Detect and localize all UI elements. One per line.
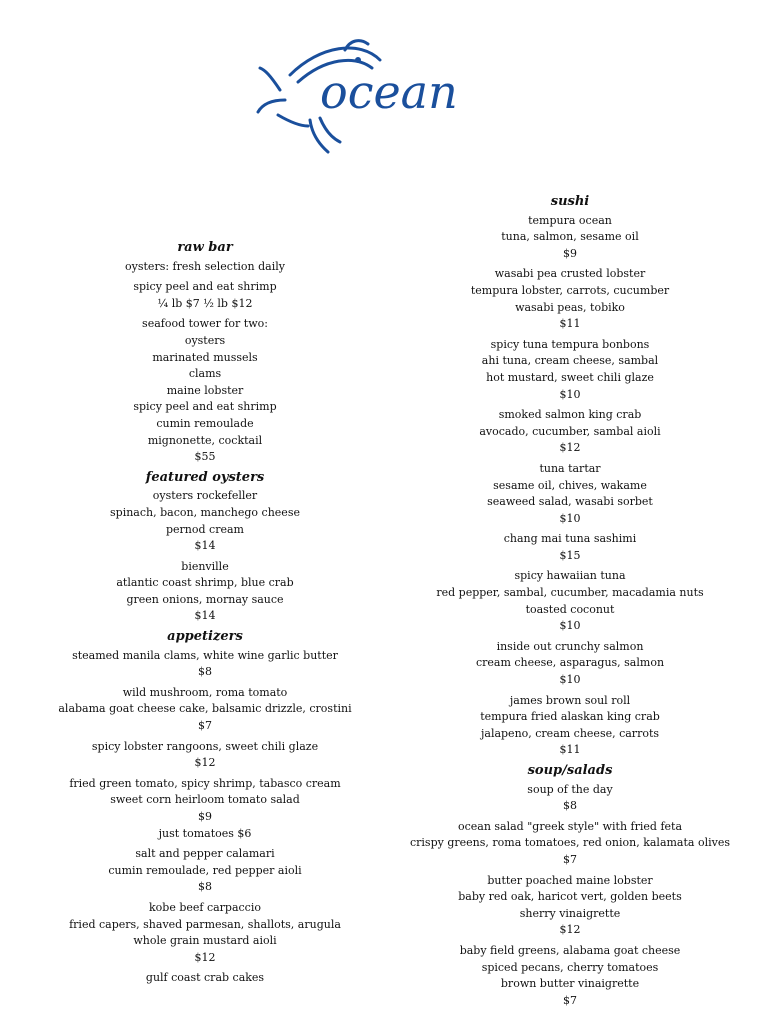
menu-section (400, 763, 740, 1009)
menu-item-text: wasabi peas, tobiko (515, 300, 625, 314)
section-heading: raw bar (177, 240, 233, 255)
section-heading: appetizers (167, 629, 243, 645)
menu-item-price: $15 (559, 548, 581, 562)
menu-item-price: $14 (194, 609, 216, 623)
menu-item-text: seafood tower for two: (142, 317, 268, 331)
menu-item-text: james brown soul roll (509, 693, 631, 707)
menu-item-text: spicy peel and eat shrimp (133, 280, 277, 294)
menu-item-price: $12 (194, 950, 216, 964)
menu-item-text: fried green tomato, spicy shrimp, tabasco cream (69, 776, 341, 790)
menu-item (40, 279, 370, 312)
menu-item-text: cumin remoulade (156, 416, 254, 430)
menu-item-text: brown butter vinaigrette (500, 977, 640, 991)
menu-item (400, 819, 740, 869)
menu-item-text: toasted coconut (525, 602, 615, 616)
menu-item-text: maine lobster (166, 383, 244, 397)
menu-item (400, 407, 740, 457)
menu-item-text: wild mushroom, roma tomato (122, 685, 288, 699)
menu-item (40, 488, 370, 554)
menu-item (40, 259, 370, 276)
menu-item-price: $12 (559, 441, 581, 455)
section-heading: soup/salads (527, 763, 613, 778)
menu-item (400, 782, 740, 815)
menu-item-text: bienville (181, 559, 229, 573)
menu-item-price: $11 (559, 743, 581, 757)
menu-item-text: green onions, mornay sauce (126, 592, 284, 606)
menu-item (400, 873, 740, 939)
menu-item-text: hot mustard, sweet chili glaze (486, 370, 654, 384)
section-heading: sushi (550, 194, 590, 209)
menu-item-price: $14 (194, 539, 216, 553)
menu-item-text: spiced pecans, cherry tomatoes (481, 960, 659, 974)
menu-item (400, 266, 740, 332)
menu-item-text: soup of the day (527, 782, 613, 796)
menu-item-text: spicy peel and eat shrimp (133, 400, 277, 414)
menu-item (400, 568, 740, 634)
menu-item-text: steamed manila clams, white wine garlic butter (72, 648, 338, 662)
menu-item-text: red pepper, sambal, cucumber, macadamia nuts (436, 586, 704, 600)
menu-item (40, 970, 370, 987)
menu-item-text: avocado, cucumber, sambal aioli (479, 424, 661, 438)
menu-item-price: $12 (194, 756, 216, 770)
menu-section (40, 629, 370, 987)
menu-item-text: sherry vinaigrette (519, 906, 621, 920)
menu-item-price: $10 (559, 673, 581, 687)
menu-item (40, 559, 370, 625)
menu-item (40, 846, 370, 896)
menu-item-text: tempura lobster, carrots, cucumber (470, 283, 670, 297)
menu-item (40, 739, 370, 772)
menu-item-text: just tomatoes $6 (158, 826, 252, 840)
menu-item-text: tempura fried alaskan king crab (480, 710, 660, 724)
menu-item (40, 685, 370, 735)
menu-item-price: $12 (559, 923, 581, 937)
menu-item-price: $10 (559, 619, 581, 633)
menu-item-text: cream cheese, asparagus, salmon (475, 656, 665, 670)
menu-item-text: ¼ lb $7 ½ lb $12 (157, 296, 253, 310)
menu-item-price: $8 (563, 799, 577, 813)
menu-section (40, 240, 370, 466)
menu-item-text: ahi tuna, cream cheese, sambal (481, 354, 659, 368)
menu-item-text: kobe beef carpaccio (148, 900, 261, 914)
menu-item-price: $8 (198, 880, 212, 894)
menu-item (400, 639, 740, 689)
menu-item-text: spinach, bacon, manchego cheese (110, 505, 300, 519)
menu-item-text: seaweed salad, wasabi sorbet (487, 495, 653, 509)
menu-item-text: tuna, salmon, sesame oil (501, 230, 639, 244)
menu-item-text: spicy lobster rangoons, sweet chili glaze (91, 739, 319, 753)
menu-item (400, 693, 740, 759)
menu-item-price: $7 (563, 993, 577, 1007)
menu-item (400, 943, 740, 1009)
menu-item-price: $8 (198, 665, 212, 679)
menu-item-text: oysters (184, 333, 226, 347)
menu-item (40, 648, 370, 681)
menu-item-text: sweet corn heirloom tomato salad (110, 793, 300, 807)
menu-item-text: butter poached maine lobster (487, 873, 653, 887)
menu-item-text: wasabi pea crusted lobster (494, 267, 646, 281)
menu-item-price: $7 (198, 719, 212, 733)
section-heading: featured oysters (145, 469, 265, 485)
menu-item (400, 337, 740, 403)
menu-item-text: oysters: fresh selection daily (125, 259, 285, 273)
menu-item-price: $9 (563, 246, 577, 260)
menu-item-text: pernod cream (166, 522, 244, 536)
menu-item-text: oysters rockefeller (152, 489, 258, 503)
menu-item-text: mignonette, cocktail (147, 433, 263, 447)
menu-item-text: marinated mussels (152, 350, 258, 364)
menu-item (400, 461, 740, 527)
ocean-logo (250, 30, 510, 160)
menu-section (400, 194, 740, 759)
menu-item-text: alabama goat cheese cake, balsamic drizzle, crostini (58, 702, 352, 716)
menu-item-text: jalapeno, cream cheese, carrots (480, 726, 660, 740)
menu-item-text: spicy tuna tempura bonbons (490, 337, 650, 351)
menu-item (400, 213, 740, 263)
menu-item-text: sesame oil, chives, wakame (493, 478, 647, 492)
menu-item-text: gulf coast crab cakes (145, 971, 265, 985)
menu-item-price: $7 (563, 852, 577, 866)
menu-item (40, 776, 370, 842)
logo-text: ocean (320, 65, 458, 119)
menu-item-text: clams (188, 367, 222, 381)
menu-item-text: chang mai tuna sashimi (503, 532, 637, 546)
menu-item (400, 531, 740, 564)
menu-item-text: smoked salmon king crab (498, 408, 642, 422)
menu-item-text: salt and pepper calamari (135, 847, 275, 861)
menu-item-text: spicy hawaiian tuna (514, 569, 626, 583)
menu-item-text: tempura ocean (528, 213, 612, 227)
menu-item-price: $11 (559, 317, 581, 331)
menu-item-text: whole grain mustard aioli (133, 934, 277, 948)
menu-item-price: $10 (559, 511, 581, 525)
menu-item (40, 316, 370, 465)
menu-item-text: inside out crunchy salmon (496, 639, 644, 653)
menu-item-price: $55 (194, 450, 216, 464)
menu-item-text: cumin remoulade, red pepper aioli (108, 863, 302, 877)
menu-item-text: crispy greens, roma tomatoes, red onion, kalamata olives (410, 836, 730, 850)
menu-item-text: fried capers, shaved parmesan, shallots, arugula (69, 917, 341, 931)
menu-item-text: baby red oak, haricot vert, golden beets (458, 890, 682, 904)
left-menu-column (40, 236, 370, 991)
menu-item-text: ocean salad "greek style" with fried feta (457, 819, 683, 833)
menu-section (40, 470, 370, 625)
menu-item-text: baby field greens, alabama goat cheese (459, 943, 681, 957)
menu-item-price: $10 (559, 387, 581, 401)
menu-item-text: tuna tartar (539, 461, 601, 475)
menu-item-price: $9 (198, 810, 212, 823)
right-menu-column (400, 190, 740, 1013)
menu-item (40, 900, 370, 966)
fish-icon (250, 30, 510, 160)
menu-item-text: atlantic coast shrimp, blue crab (116, 576, 294, 590)
